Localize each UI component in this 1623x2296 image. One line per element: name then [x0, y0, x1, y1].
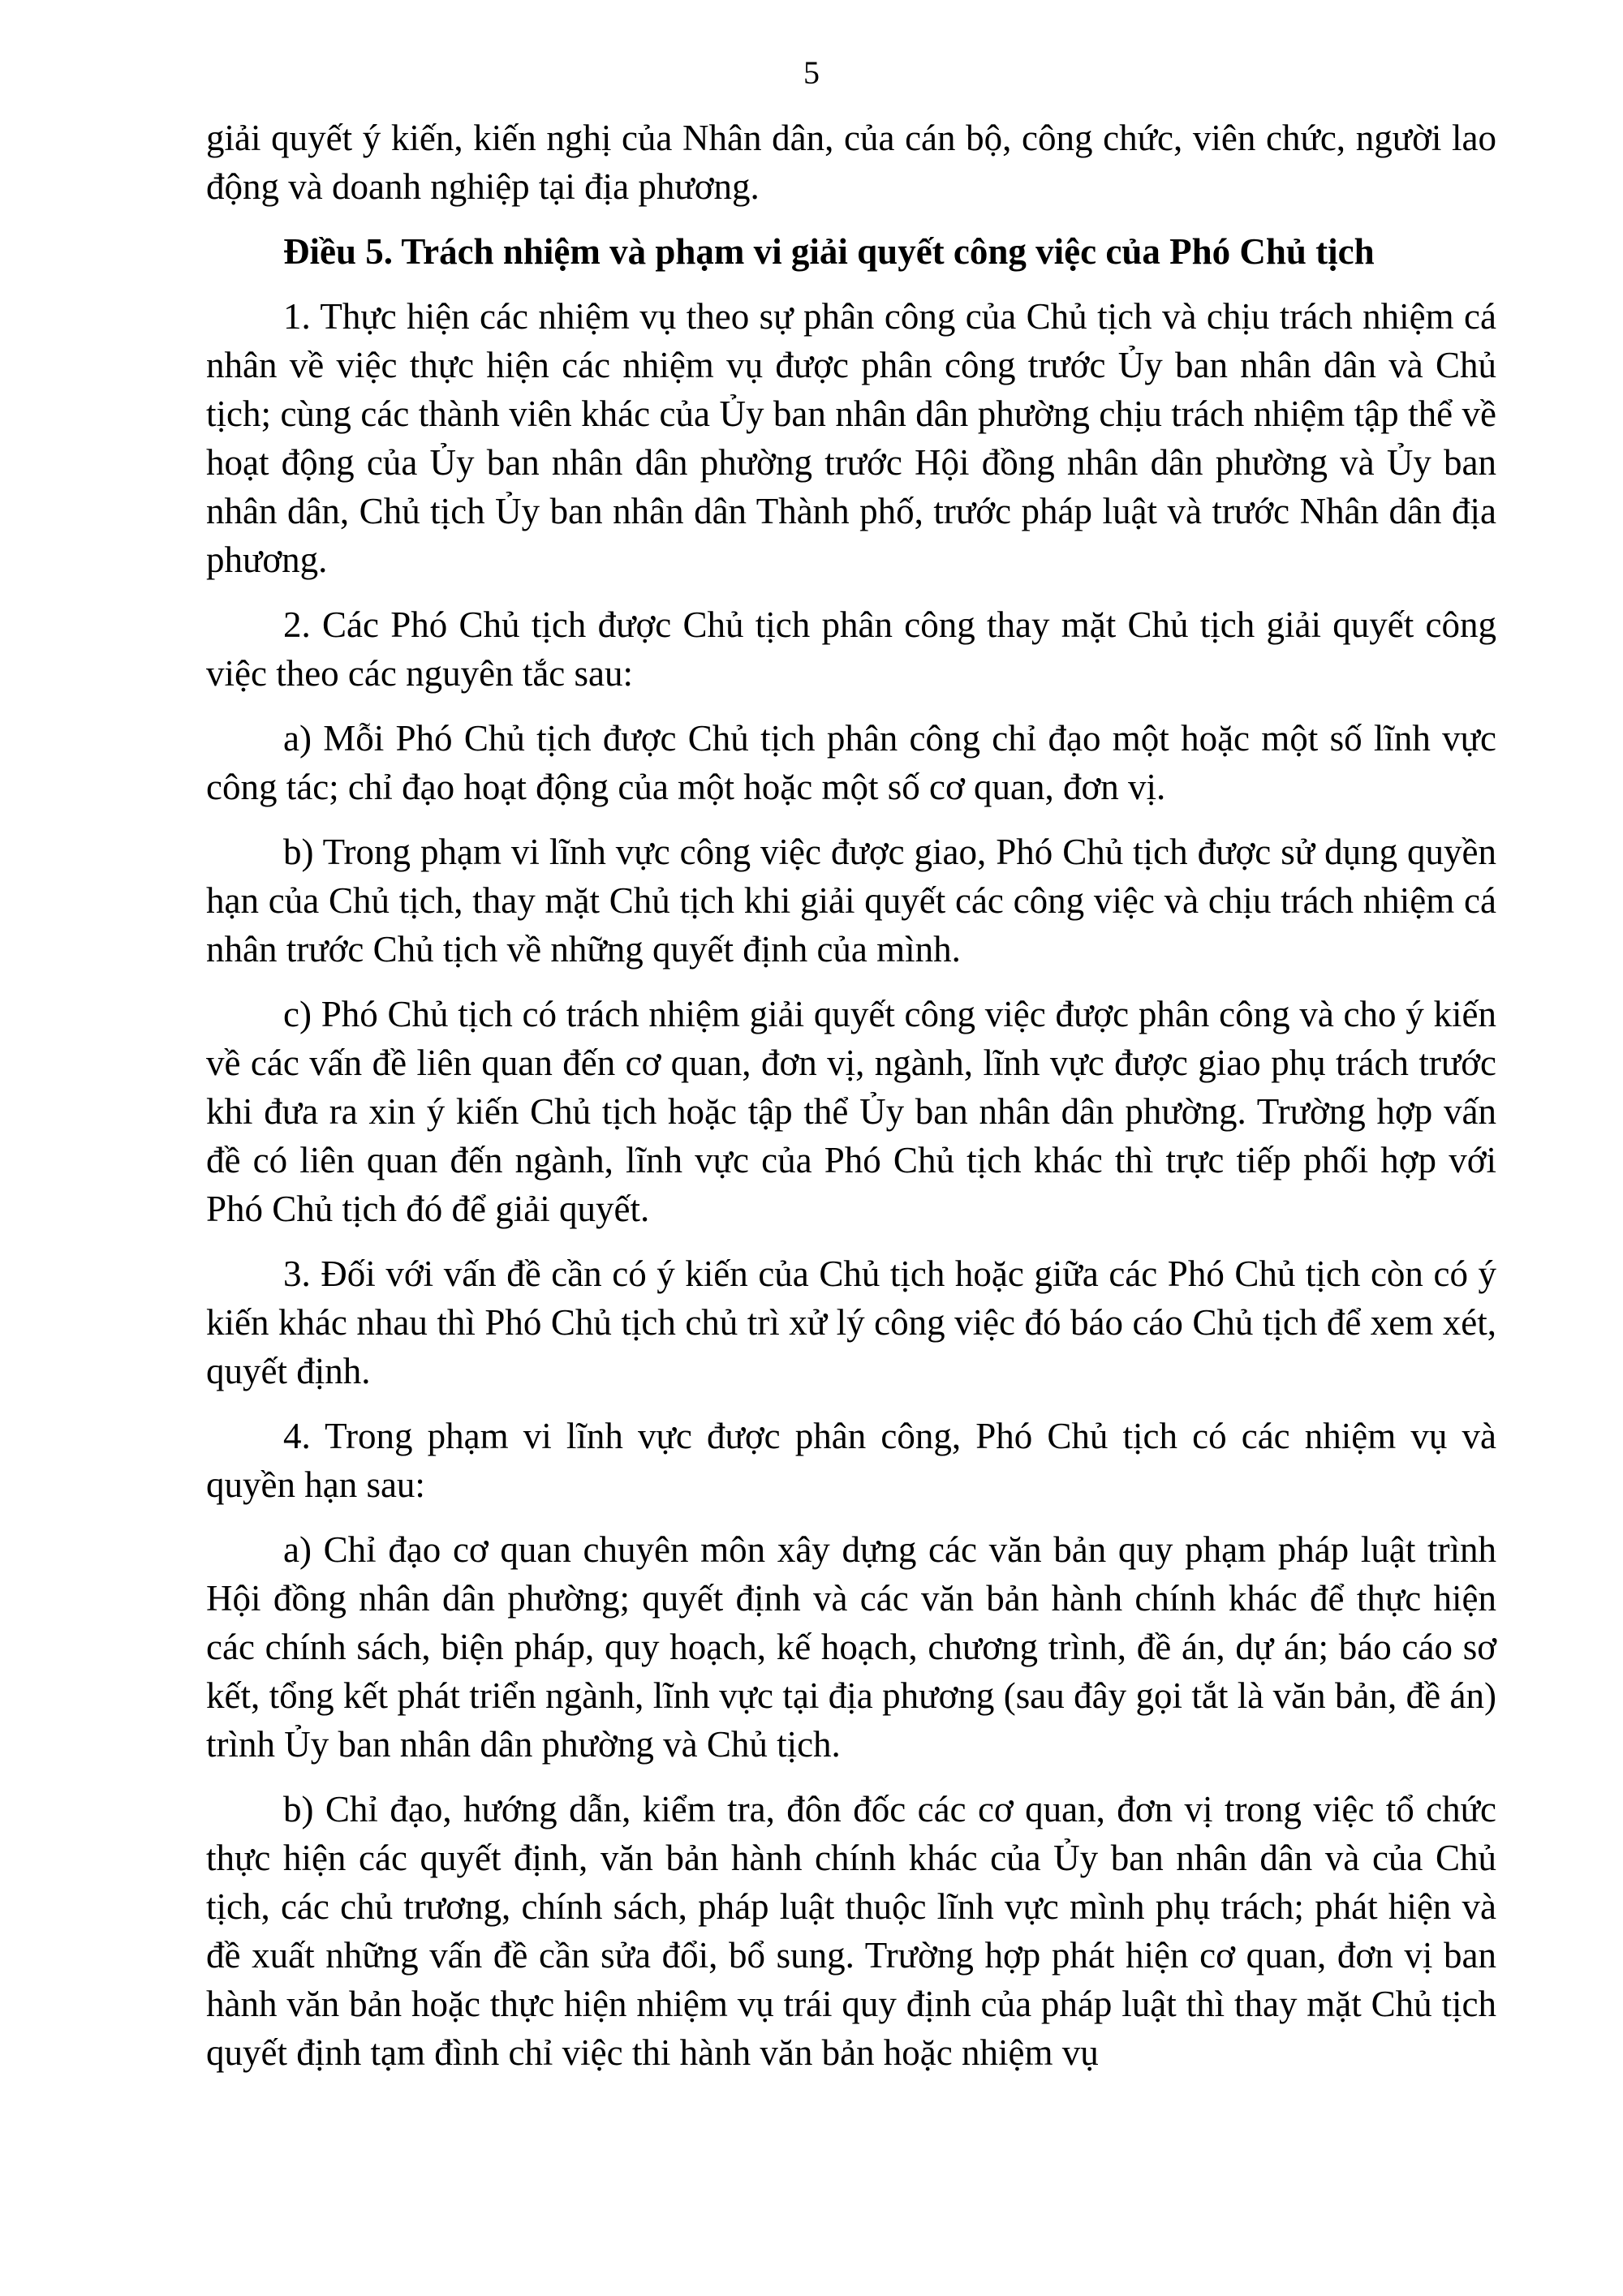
paragraph-3: 3. Đối với vấn đề cần có ý kiến của Chủ tịch hoặc giữa các Phó Chủ tịch còn có ý kiến khác nhau thì Phó Chủ tịch chủ trì xử lý công việc đó báo cáo Chủ tịch để xem xét, quyết định. — [206, 1253, 1496, 1391]
paragraph-2c: c) Phó Chủ tịch có trách nhiệm giải quyết công việc được phân công và cho ý kiến về các vấn đề liên quan đến cơ quan, đơn vị, ngành, lĩnh vực được giao phụ trách trước khi đưa ra xin ý kiến Chủ tịch hoặc tập thể Ủy ban nhân dân phường. Trường hợp vấn đề có liên quan đến ngành, lĩnh vực của Phó Chủ tịch khác thì trực tiếp phối hợp với Phó Chủ tịch đó để giải quyết. — [206, 994, 1496, 1229]
paragraph-4: 4. Trong phạm vi lĩnh vực được phân công, Phó Chủ tịch có các nhiệm vụ và quyền hạn sau: — [206, 1416, 1496, 1505]
page-number: 5 — [803, 54, 820, 91]
paragraph-4b: b) Chỉ đạo, hướng dẫn, kiểm tra, đôn đốc các cơ quan, đơn vị trong việc tổ chức thực hiện các quyết định, văn bản hành chính khác của Ủy ban nhân dân và của Chủ tịch, các chủ trương, chính sách, pháp luật thuộc lĩnh vực mình phụ trách; phát hiện và đề xuất những vấn đề cần sửa đổi, bổ sung. Trường hợp phát hiện cơ quan, đơn vị ban hành văn bản hoặc thực hiện nhiệm vụ trái quy định của pháp luật thì thay mặt Chủ tịch quyết định tạm đình chỉ việc thi hành văn bản hoặc nhiệm vụ — [206, 1789, 1496, 2073]
document-body — [206, 114, 1496, 2093]
continuation-paragraph: giải quyết ý kiến, kiến nghị của Nhân dân, của cán bộ, công chức, viên chức, người lao động và doanh nghiệp tại địa phương. — [206, 118, 1496, 207]
article-title: Điều 5. Trách nhiệm và phạm vi giải quyết công việc của Phó Chủ tịch — [283, 231, 1375, 272]
paragraph-2a: a) Mỗi Phó Chủ tịch được Chủ tịch phân công chỉ đạo một hoặc một số lĩnh vực công tác; chỉ đạo hoạt động của một hoặc một số cơ quan, đơn vị. — [206, 718, 1496, 807]
paragraph-2b: b) Trong phạm vi lĩnh vực công việc được giao, Phó Chủ tịch được sử dụng quyền hạn của Chủ tịch, thay mặt Chủ tịch khi giải quyết các công việc và chịu trách nhiệm cá nhân trước Chủ tịch về những quyết định của mình. — [206, 832, 1496, 970]
paragraph-1: 1. Thực hiện các nhiệm vụ theo sự phân công của Chủ tịch và chịu trách nhiệm cá nhân về việc thực hiện các nhiệm vụ được phân công trước Ủy ban nhân dân và Chủ tịch; cùng các thành viên khác của Ủy ban nhân dân phường chịu trách nhiệm tập thể về hoạt động của Ủy ban nhân dân phường trước Hội đồng nhân dân phường và Ủy ban nhân dân, Chủ tịch Ủy ban nhân dân Thành phố, trước pháp luật và trước Nhân dân địa phương. — [206, 296, 1496, 580]
paragraph-2: 2. Các Phó Chủ tịch được Chủ tịch phân công thay mặt Chủ tịch giải quyết công việc theo các nguyên tắc sau: — [206, 604, 1496, 694]
paragraph-4a: a) Chỉ đạo cơ quan chuyên môn xây dựng các văn bản quy phạm pháp luật trình Hội đồng nhân dân phường; quyết định và các văn bản hành chính khác để thực hiện các chính sách, biện pháp, quy hoạch, kế hoạch, chương trình, đề án, dự án; báo cáo sơ kết, tổng kết phát triển ngành, lĩnh vực tại địa phương (sau đây gọi tắt là văn bản, đề án) trình Ủy ban nhân dân phường và Chủ tịch. — [206, 1529, 1496, 1765]
